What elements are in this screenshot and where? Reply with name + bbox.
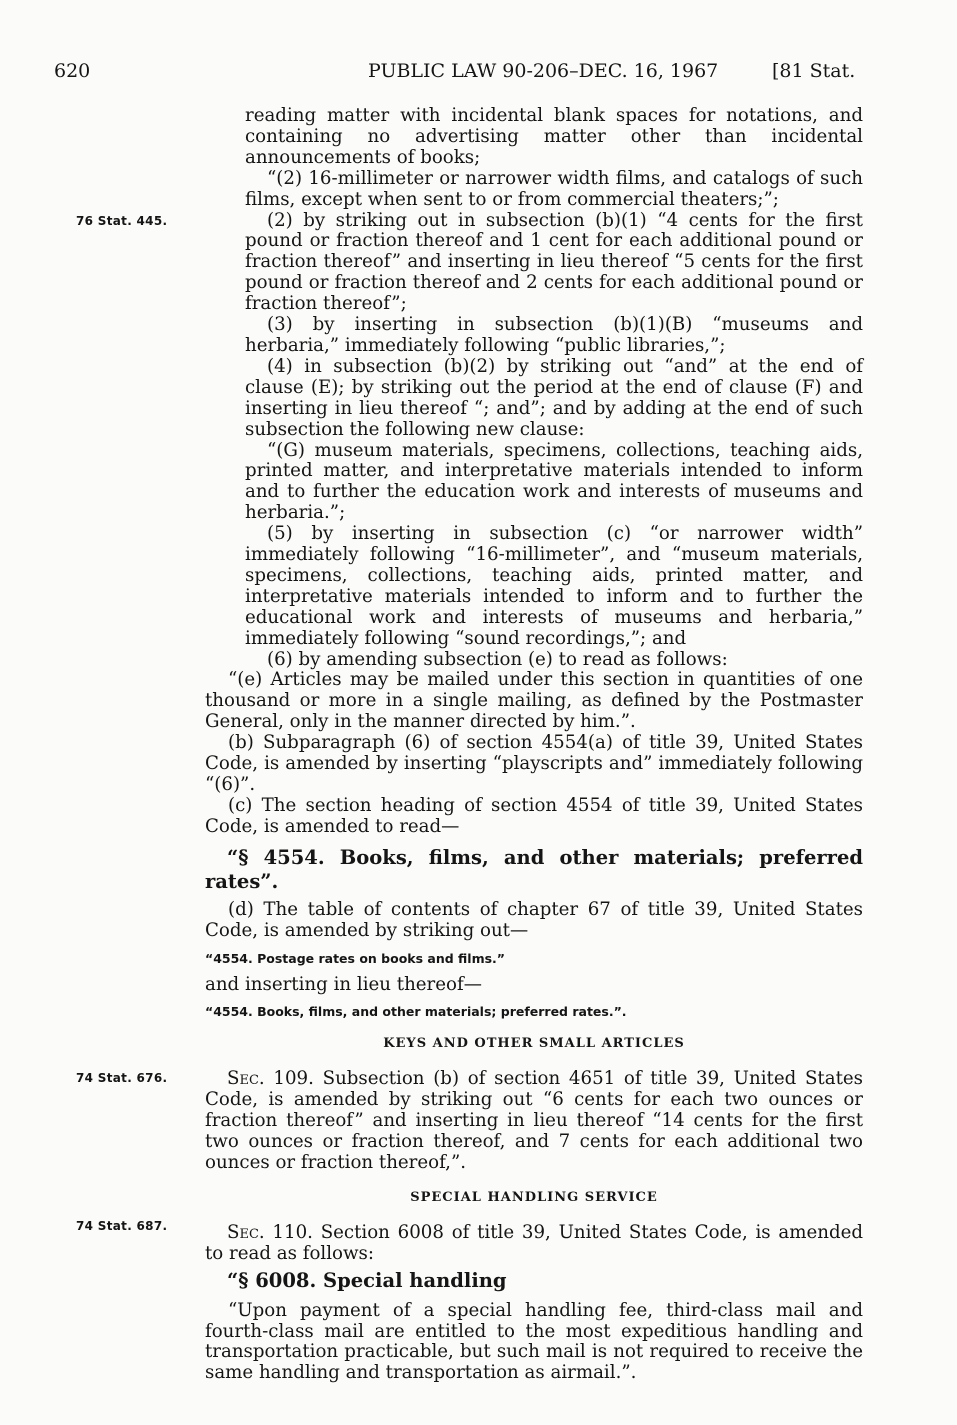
margin-note-74-stat-676: 74 Stat. 676. (76, 1071, 168, 1085)
paragraph-d: (d) The table of contents of chapter 67 of title 39, United States Code, is amended by striking out— (205, 898, 863, 941)
table-entry-new: “4554. Books, films, and other materials; preferred rates.”. (205, 1004, 627, 1020)
paragraph-clause-g: “(G) museum materials, specimens, collections, teaching aids, printed matter, and interpretative materials intended to inform and to further the education work and interests of museums and herbaria.”; (245, 439, 863, 524)
paragraph-item-2: (2) by striking out in subsection (b)(1) “4 cents for the first pound or fraction thereof and 1 cent for each additional pound or fraction thereof” and inserting in lieu thereof “5 cents for the first pound or fraction thereof and 2 cents for each additional pound or fraction thereof”; (245, 209, 863, 315)
paragraph-item-4: (4) in subsection (b)(2) by striking out “and” at the end of clause (E); by striking out the period at the end of clause (F) and inserting in lieu thereof “; and”; and by adding at the end of such subsection the following new clause: (245, 355, 863, 440)
statute-reference: [81 Stat. (772, 60, 856, 82)
section-heading-4554: “§ 4554. Books, films, and other materials; preferred rates”. (205, 845, 863, 893)
paragraph-subsection-e: “(e) Articles may be mailed under this section in quantities of one thousand or more in a single mailing, as defined by the Postmaster General, only in the manner directed by him.”. (205, 669, 863, 733)
table-entry-old: “4554. Postage rates on books and films.” (205, 950, 506, 966)
paragraph-item-6: (6) by amending subsection (e) to read as follows: (267, 648, 728, 670)
paragraph-item-3: (3) by inserting in subsection (b)(1)(B) “museums and herbaria,” immediately following “public libraries,”; (245, 314, 863, 356)
paragraph-c: (c) The section heading of section 4554 of title 39, United States Code, is amended to read— (205, 794, 863, 837)
paragraph-2-films: “(2) 16-millimeter or narrower width films, and catalogs of such films, except when sent to or from commercial theaters;”; (245, 167, 863, 210)
running-title: PUBLIC LAW 90-206–DEC. 16, 1967 (368, 60, 719, 82)
margin-note-76-stat-445: 76 Stat. 445. (76, 214, 168, 228)
center-heading-keys: KEYS AND OTHER SMALL ARTICLES (383, 1036, 685, 1052)
section-heading-6008: “§ 6008. Special handling (227, 1268, 507, 1292)
paragraph-inserting: and inserting in lieu thereof— (205, 973, 482, 995)
paragraph-continuation: reading matter with incidental blank spaces for notations, and containing no advertising matter other than incidental announcements of books; (245, 105, 863, 168)
section-110 (205, 1223, 863, 1265)
section-109 (205, 1069, 863, 1174)
section-109-text: Subsection (b) of section 4651 of title 39, United States Code, is amended by striking out “6 cents for each two ounces or fraction thereof” and inserting in lieu thereof “14 cents for the first two ounces or fraction thereof, and 7 cents for each additional two ounces or fraction thereof,”. (205, 1068, 863, 1173)
document-body (205, 106, 863, 1384)
paragraph-item-5: (5) by inserting in subsection (c) “or narrower width” immediately following “16-millimeter”, and “museum materials, specimens, collections, teaching aids, printed matter, and interpretative materials intended to inform and to further the educational work and interests of museums and herbaria,” immediately following “sound recordings,”; and (245, 523, 863, 649)
page-number: 620 (54, 60, 91, 82)
center-heading-special: SPECIAL HANDLING SERVICE (410, 1189, 658, 1205)
paragraph-special-handling: “Upon payment of a special handling fee, third-class mail and fourth-class mail are entitled to the most expeditious handling and transportation practicable, but such mail is not required to receive the same handling and transportation as airmail.”. (205, 1299, 863, 1384)
margin-note-74-stat-687: 74 Stat. 687. (76, 1219, 168, 1233)
section-110-label: Sec. 110. (227, 1221, 313, 1243)
paragraph-b: (b) Subparagraph (6) of section 4554(a) of title 39, United States Code, is amended by inserting “playscripts and” immediately following “(6)”. (205, 732, 863, 795)
section-110-text: Section 6008 of title 39, United States Code, is amended to read as follows: (205, 1221, 863, 1264)
section-109-label: Sec. 109. (227, 1068, 314, 1090)
